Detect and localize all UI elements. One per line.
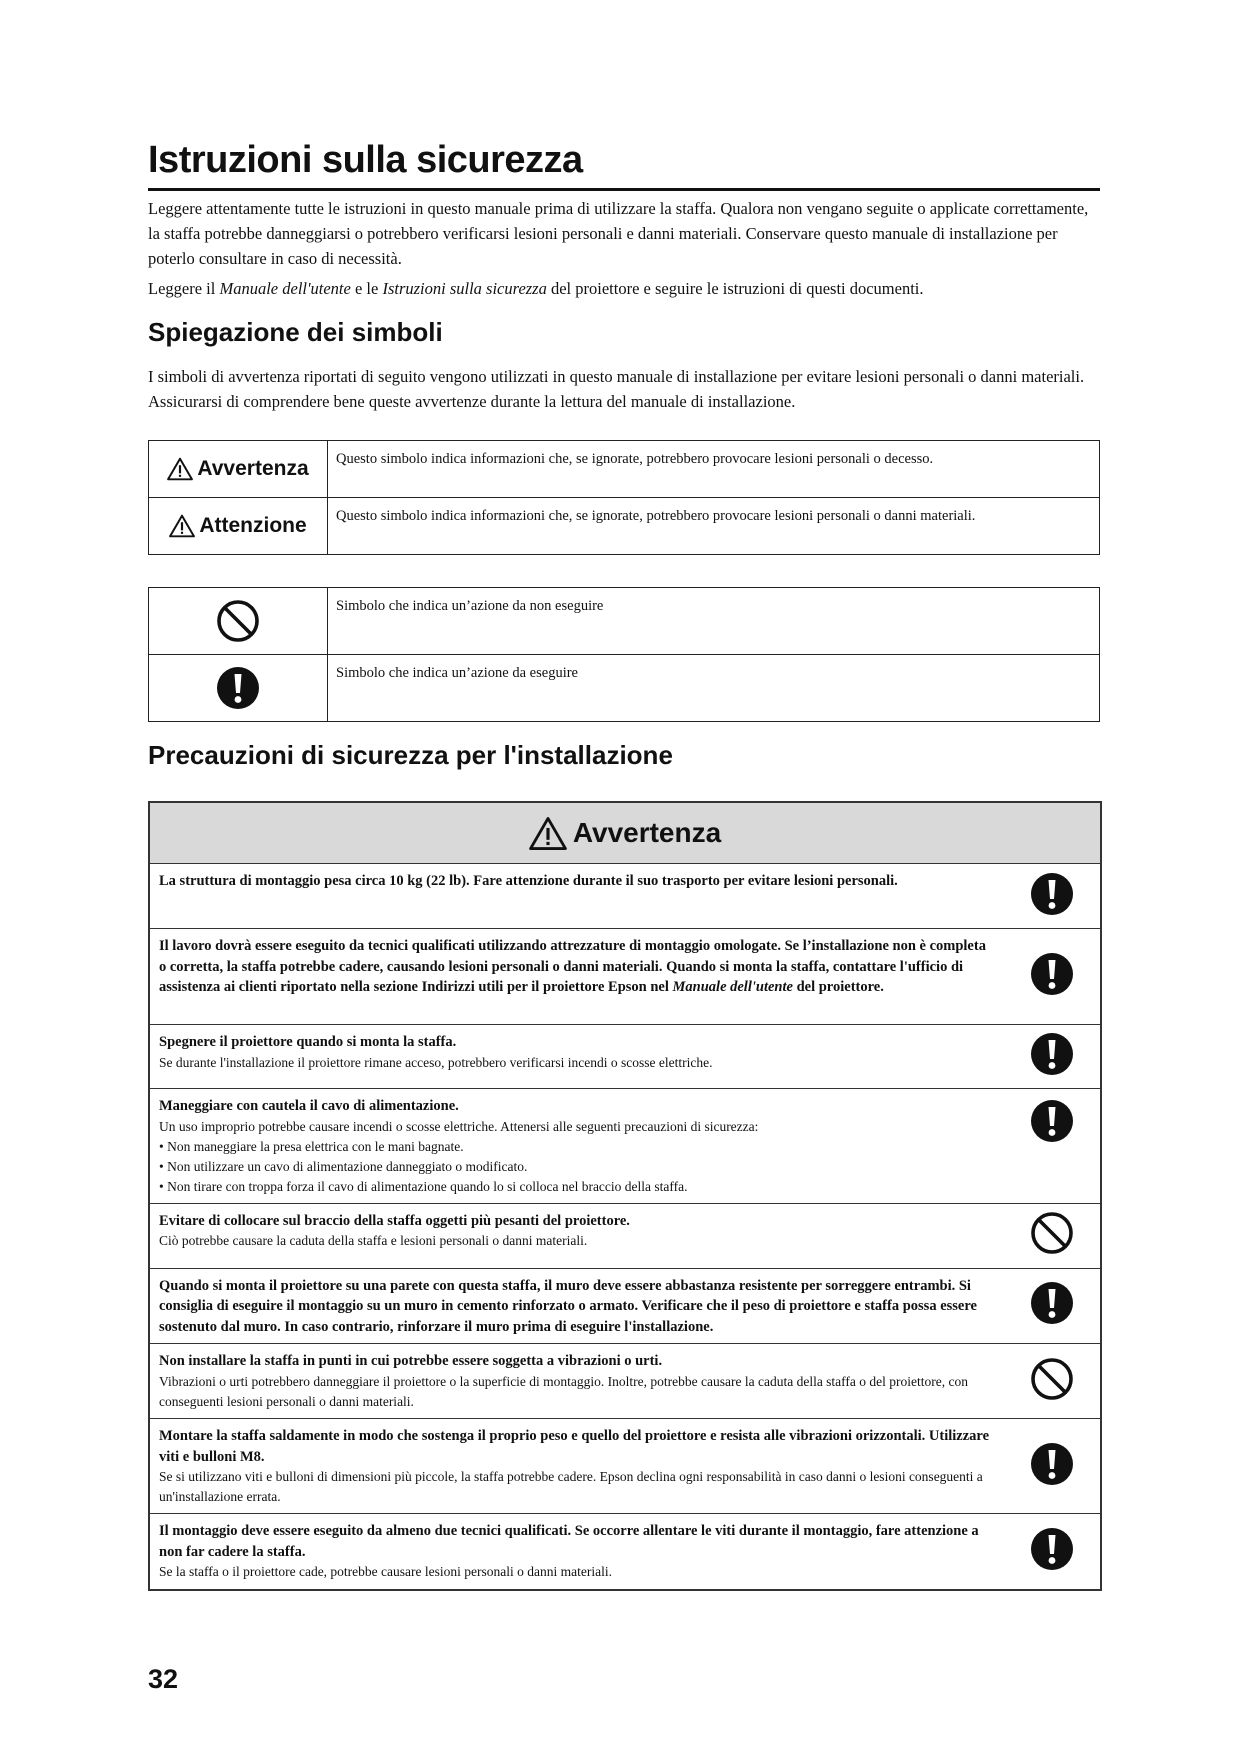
warning-text [159,936,994,998]
warnings-table-header [149,802,1101,864]
intro-paragraph-references [148,276,1100,301]
mandatory-icon [1030,1442,1074,1486]
warning-text: Evitare di collocare sul braccio della staffa oggetti più pesanti del proiettore. [159,1212,630,1229]
caution-level-row [149,498,1100,555]
mandatory-description: Simbolo che indica un’azione da eseguire [328,655,1100,722]
warning-row [149,864,1101,929]
warning-level-row [149,441,1100,498]
warning-text: Non installare la staffa in punti in cui potrebbe essere soggetta a vibrazioni o urti. [159,1353,663,1369]
mandatory-icon [1030,872,1074,916]
warning-row [149,1089,1101,1204]
prohibited-icon [1030,1211,1074,1255]
warning-text: Montare la staffa saldamente in modo che sostenga il proprio peso e quello del proiettore e resista alle vibrazioni orizzontali. Utilizzare viti e bulloni M8. [159,1428,990,1465]
page-number: 32 [148,1664,179,1694]
text-run: Il lavoro dovrà essere eseguito da tecnici qualificati utilizzando attrezzature di montaggio omologate. Se l’installazione non è completa o corretta, la staffa potrebbe cadere, causando lesioni personali o danni materiali. Quando si monta la staffa, contattare l'ufficio di assistenza ai clienti riportato nella sezione Indirizzi utili per il proiettore Epson nel [159,938,986,995]
warning-row [149,1203,1101,1268]
text-run: del proiettore. [792,979,884,995]
mandatory-icon [1030,1281,1074,1325]
action-symbols-table [148,587,1100,722]
mandatory-action-row [149,655,1100,722]
installation-warnings-table [148,801,1102,1591]
prohibited-description: Simbolo che indica un’azione da non eseguire [328,588,1100,655]
warning-text: Spegnere il proiettore quando si monta la staffa. [159,1034,457,1050]
manual-reference: Manuale dell'utente [219,279,351,298]
warning-row [149,1419,1101,1514]
mandatory-icon [1030,1099,1074,1143]
warning-text: Quando si monta il proiettore su una parete con questa staffa, il muro deve essere abbastanza resistente per sorreggere entrambi. Si consiglia di eseguire il montaggio su un muro in cemento rinforzato o armato. Verificare che il peso di proiettore e staffa possa essere sostenuto dal muro. In caso contrario, rinforzare il muro prima di eseguire l'installazione. [159,1277,977,1335]
page-title: Istruzioni sulla sicurezza [148,139,583,181]
warning-detail: Se si utilizzano viti e bulloni di dimensioni più piccole, la staffa potrebbe cadere. Epson declina ogni responsabilità in caso danni o lesioni conseguenti a un'installazione errata. [159,1469,983,1504]
warning-description: Questo simbolo indica informazioni che, se ignorate, potrebbero provocare lesioni personali o decesso. [328,441,1100,498]
warning-row [149,1344,1101,1419]
warning-row [149,929,1101,1025]
mandatory-icon [1030,1527,1074,1571]
warning-triangle-icon [169,514,195,538]
warning-triangle-icon [167,457,193,481]
prohibited-action-row [149,588,1100,655]
warning-text: La struttura di montaggio pesa circa 10 kg (22 lb). Fare attenzione durante il suo trasporto per evitare lesioni personali. [159,873,898,889]
warning-triangle-icon [529,816,567,851]
warnings-header-label: Avvertenza [572,817,722,848]
bullet-item: • Non tirare con troppa forza il cavo di alimentazione quando lo si colloca nel braccio della staffa. [159,1178,688,1194]
text-run: Leggere il [148,279,220,298]
warning-detail: Ciò potrebbe causare la caduta della staffa e lesioni personali o danni materiali. [159,1233,588,1248]
caution-description: Questo simbolo indica informazioni che, se ignorate, potrebbero provocare lesioni personali o danni materiali. [328,498,1100,555]
warning-row [149,1268,1101,1344]
warning-detail: Vibrazioni o urti potrebbero danneggiare il proiettore o la superficie di montaggio. Inoltre, potrebbe causare la caduta della staffa o del proiettore, con conseguenti lesioni personali o danni materiali. [159,1373,969,1409]
mandatory-icon [216,666,260,710]
manual-reference: Manuale dell'utente [672,979,793,995]
mandatory-icon [1030,1032,1074,1076]
warning-text: Maneggiare con cautela il cavo di alimentazione. [159,1098,459,1114]
caution-label: Attenzione [199,514,307,537]
warning-text: Il montaggio deve essere eseguito da almeno due tecnici qualificati. Se occorre allentare le viti durante il montaggio, fare attenzione a non far cadere la staffa. [159,1523,979,1560]
precautions-heading: Precauzioni di sicurezza per l'installazione [148,740,673,770]
intro-paragraph: Leggere attentamente tutte le istruzioni in questo manuale prima di utilizzare la staffa. Qualora non vengano seguite o applicate correttamente, la staffa potrebbe danneggiarsi o potrebbero verificarsi lesioni personali e danni materiali. Conservare questo manuale di installazione per poterlo consultare in caso di necessità. [148,199,1089,268]
warning-label: Avvertenza [197,457,309,480]
warning-row [149,1514,1101,1590]
symbols-intro: I simboli di avvertenza riportati di seguito vengono utilizzati in questo manuale di installazione per evitare lesioni personali o danni materiali. Assicurarsi di comprendere bene queste avvertenze durante la lettura del manuale di installazione. [148,367,1085,411]
warning-detail: Se durante l'installazione il proiettore rimane acceso, potrebbero verificarsi incendi o scosse elettriche. [159,1054,713,1070]
bullet-item: • Non utilizzare un cavo di alimentazione danneggiato o modificato. [159,1158,528,1174]
prohibited-icon [1030,1357,1074,1401]
bullet-item: • Non maneggiare la presa elettrica con le mani bagnate. [159,1138,464,1154]
mandatory-icon [1030,952,1074,996]
text-run: del proiettore e seguire le istruzioni di questi documenti. [546,279,924,298]
warning-detail: Un uso improprio potrebbe causare incendi o scosse elettriche. Attenersi alle seguenti precauzioni di sicurezza: [159,1118,759,1134]
text-run: e le [350,279,383,298]
title-divider [148,188,1100,191]
warning-levels-table [148,440,1100,555]
prohibited-icon [216,599,260,643]
warning-detail: Se la staffa o il proiettore cade, potrebbe causare lesioni personali o danni materiali. [159,1564,612,1579]
warning-row [149,1025,1101,1089]
safety-instructions-reference: Istruzioni sulla sicurezza [382,279,547,298]
symbols-heading: Spiegazione dei simboli [148,317,443,347]
